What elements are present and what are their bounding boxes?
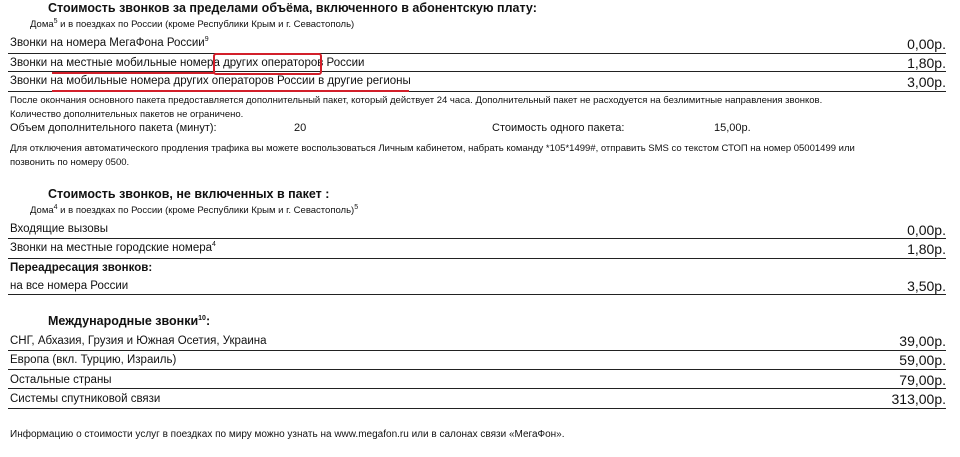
section2-title: Стоимость звонков, не включенных в пакет :: [48, 187, 330, 201]
row-europe: Европа (вкл. Турцию, Израиль): [10, 354, 177, 366]
divider: [8, 53, 946, 54]
section2-subtitle: Дома$^4$ и в поездках по России (кроме Республики Крым и г. Севастополь)$^5$: [30, 203, 359, 216]
divider: [8, 408, 946, 409]
extra-package-label: Объем дополнительного пакета (минут):: [10, 122, 217, 134]
red-underline: [52, 90, 409, 92]
row-local-landline: Звонки на местные городские номера$^4$: [10, 241, 216, 254]
price-cis: 39,00р.: [899, 333, 946, 349]
price-forwarding-all: 3,50р.: [907, 278, 946, 294]
forwarding-title: Переадресация звонков:: [10, 262, 153, 274]
row-satellite: Системы спутниковой связи: [10, 393, 161, 405]
section1-title: Стоимость звонков за пределами объёма, включенного в абонентскую плату:: [48, 1, 537, 15]
extra-package-value: 20: [294, 122, 307, 134]
note-unlimited-packages: Количество дополнительных пакетов не ограничено.: [10, 109, 244, 120]
footer-info: Информацию о стоимости услуг в поездках по миру можно узнать на www.megafon.ru или в салонах связи «МегаФон».: [10, 429, 565, 440]
price-satellite: 313,00р.: [891, 391, 946, 407]
price-incoming-calls: 0,00р.: [907, 222, 946, 238]
divider: [8, 258, 946, 259]
section3-title: Международные звонки$^{10}$:: [48, 314, 211, 328]
divider: [8, 350, 946, 351]
price-megafon-calls: 0,00р.: [907, 36, 946, 52]
package-price-label: Стоимость одного пакета:: [492, 122, 625, 134]
divider: [8, 294, 946, 295]
disable-instructions: Для отключения автоматического продления трафика вы можете воспользоваться Личным кабинетом, набрать команду *105*1499#, отправить SMS со текстом СТОП на номер 05001499 или: [10, 143, 855, 154]
row-megafon-calls: Звонки на номера МегаФона России$^9$: [10, 36, 209, 49]
price-local-mobile-other: 1,80р.: [907, 55, 946, 71]
row-cis: СНГ, Абхазия, Грузия и Южная Осетия, Украина: [10, 335, 267, 347]
red-highlight-box: [213, 53, 322, 75]
row-incoming-calls: Входящие вызовы: [10, 223, 109, 235]
price-europe: 59,00р.: [899, 352, 946, 368]
price-local-landline: 1,80р.: [907, 241, 946, 257]
red-underline: [52, 72, 214, 74]
disable-instructions-2: позвонить по номеру 0500.: [10, 157, 130, 168]
row-mobile-other-regions: Звонки на мобильные номера других операторов России в другие регионы: [10, 75, 411, 87]
row-local-mobile-other: Звонки на местные мобильные номера других операторов России: [10, 57, 365, 69]
section1-subtitle: Дома$^5$ и в поездках по России (кроме Республики Крым и г. Севастополь): [30, 17, 355, 30]
row-forwarding-all: на все номера России: [10, 280, 129, 292]
note-extra-package: После окончания основного пакета предоставляется дополнительный пакет, который действует 24 часа. Дополнительный пакет не расходуется на безлимитные направления звонков.: [10, 95, 823, 106]
divider: [8, 369, 946, 370]
divider: [8, 238, 946, 239]
package-price-value: 15,00р.: [714, 122, 751, 134]
divider: [8, 388, 946, 389]
price-other-countries: 79,00р.: [899, 372, 946, 388]
price-mobile-other-regions: 3,00р.: [907, 74, 946, 90]
row-other-countries: Остальные страны: [10, 374, 112, 386]
